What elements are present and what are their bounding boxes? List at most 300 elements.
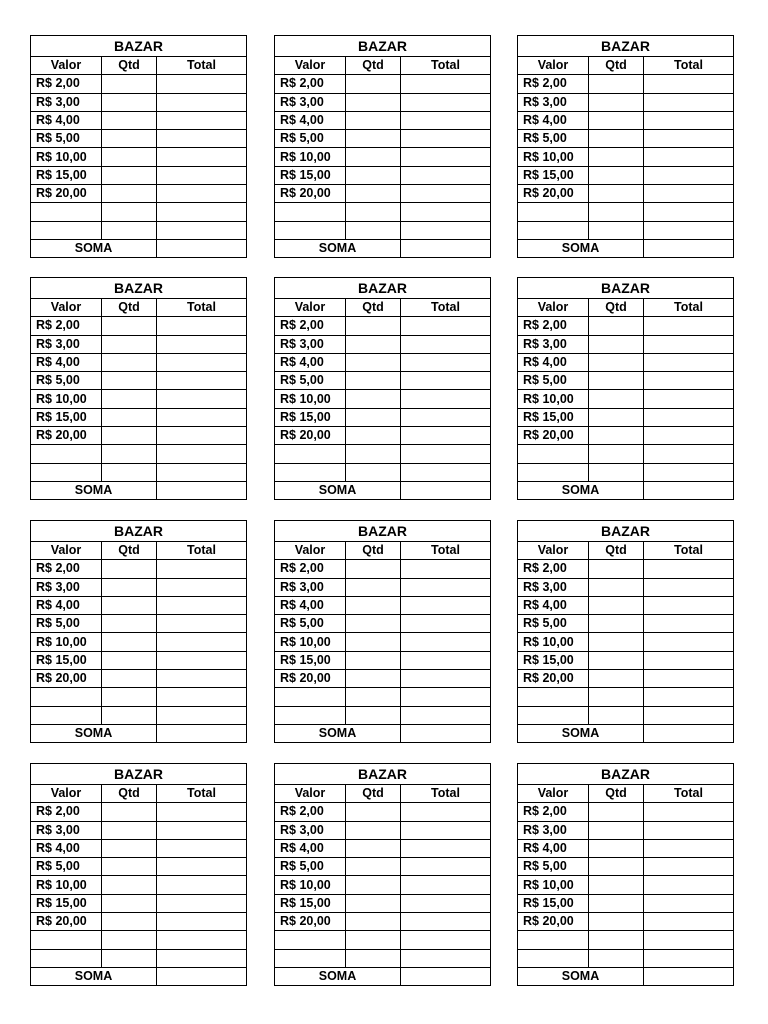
blank-total-cell[interactable] — [401, 949, 491, 967]
value-cell: R$ 3,00 — [275, 335, 346, 353]
sum-total-cell[interactable] — [644, 481, 734, 499]
total-cell[interactable] — [401, 596, 491, 614]
blank-total-cell[interactable] — [157, 706, 247, 724]
qtd-cell[interactable] — [589, 335, 644, 353]
sum-total-cell[interactable] — [401, 239, 491, 257]
blank-value-cell[interactable] — [275, 463, 346, 481]
qtd-cell[interactable] — [102, 317, 157, 335]
qtd-cell[interactable] — [589, 390, 644, 408]
total-cell[interactable] — [644, 148, 734, 166]
qtd-cell[interactable] — [102, 130, 157, 148]
blank-value-cell[interactable] — [31, 949, 102, 967]
blank-value-cell[interactable] — [31, 688, 102, 706]
qtd-cell[interactable] — [346, 390, 401, 408]
blank-value-cell[interactable] — [518, 706, 589, 724]
sum-label: SOMA — [31, 481, 157, 499]
total-cell[interactable] — [401, 821, 491, 839]
qtd-cell[interactable] — [346, 408, 401, 426]
total-cell[interactable] — [401, 130, 491, 148]
total-cell[interactable] — [157, 858, 247, 876]
bazar-card-1 — [30, 35, 247, 258]
value-cell: R$ 15,00 — [518, 166, 589, 184]
qtd-cell[interactable] — [589, 876, 644, 894]
sum-total-cell[interactable] — [644, 967, 734, 985]
total-cell[interactable] — [157, 148, 247, 166]
blank-total-cell[interactable] — [644, 931, 734, 949]
qtd-cell[interactable] — [102, 75, 157, 93]
total-cell[interactable] — [401, 335, 491, 353]
qtd-cell[interactable] — [102, 390, 157, 408]
blank-value-cell[interactable] — [275, 221, 346, 239]
total-cell[interactable] — [401, 408, 491, 426]
blank-qtd-cell[interactable] — [102, 688, 157, 706]
total-cell[interactable] — [157, 615, 247, 633]
column-header-total: Total — [401, 299, 491, 317]
qtd-cell[interactable] — [589, 130, 644, 148]
table-row — [31, 913, 247, 931]
total-cell[interactable] — [644, 596, 734, 614]
total-cell[interactable] — [401, 578, 491, 596]
blank-total-cell[interactable] — [401, 203, 491, 221]
total-cell[interactable] — [401, 803, 491, 821]
qtd-cell[interactable] — [589, 111, 644, 129]
total-cell[interactable] — [157, 75, 247, 93]
column-header-qtd: Qtd — [102, 57, 157, 75]
qtd-cell[interactable] — [102, 913, 157, 931]
total-cell[interactable] — [644, 353, 734, 371]
total-cell[interactable] — [401, 913, 491, 931]
total-cell[interactable] — [644, 75, 734, 93]
qtd-cell[interactable] — [346, 839, 401, 857]
blank-qtd-cell[interactable] — [346, 445, 401, 463]
header-row — [31, 542, 247, 560]
sum-total-cell[interactable] — [157, 239, 247, 257]
total-cell[interactable] — [401, 148, 491, 166]
qtd-cell[interactable] — [589, 913, 644, 931]
qtd-cell[interactable] — [589, 166, 644, 184]
qtd-cell[interactable] — [589, 651, 644, 669]
blank-qtd-cell[interactable] — [102, 463, 157, 481]
blank-total-cell[interactable] — [157, 931, 247, 949]
qtd-cell[interactable] — [346, 578, 401, 596]
value-cell: R$ 3,00 — [275, 821, 346, 839]
blank-qtd-cell[interactable] — [346, 688, 401, 706]
qtd-cell[interactable] — [346, 148, 401, 166]
qtd-cell[interactable] — [346, 111, 401, 129]
total-cell[interactable] — [157, 596, 247, 614]
qtd-cell[interactable] — [346, 876, 401, 894]
qtd-cell[interactable] — [346, 130, 401, 148]
total-cell[interactable] — [401, 166, 491, 184]
blank-qtd-cell[interactable] — [102, 203, 157, 221]
blank-qtd-cell[interactable] — [102, 221, 157, 239]
total-cell[interactable] — [644, 372, 734, 390]
qtd-cell[interactable] — [589, 839, 644, 857]
total-cell[interactable] — [157, 166, 247, 184]
total-cell[interactable] — [644, 615, 734, 633]
total-cell[interactable] — [644, 560, 734, 578]
qtd-cell[interactable] — [102, 821, 157, 839]
total-cell[interactable] — [157, 111, 247, 129]
blank-value-cell[interactable] — [518, 445, 589, 463]
sum-total-cell[interactable] — [644, 724, 734, 742]
blank-value-cell[interactable] — [518, 688, 589, 706]
blank-value-cell[interactable] — [31, 445, 102, 463]
qtd-cell[interactable] — [102, 839, 157, 857]
blank-qtd-cell[interactable] — [589, 949, 644, 967]
total-cell[interactable] — [401, 427, 491, 445]
blank-total-cell[interactable] — [157, 203, 247, 221]
blank-value-cell[interactable] — [275, 203, 346, 221]
qtd-cell[interactable] — [346, 615, 401, 633]
blank-value-cell[interactable] — [31, 931, 102, 949]
value-cell: R$ 4,00 — [275, 353, 346, 371]
sum-total-cell[interactable] — [157, 724, 247, 742]
total-cell[interactable] — [157, 821, 247, 839]
blank-value-cell[interactable] — [275, 688, 346, 706]
table-row — [518, 839, 734, 857]
qtd-cell[interactable] — [102, 427, 157, 445]
qtd-cell[interactable] — [346, 166, 401, 184]
sum-label: SOMA — [518, 239, 644, 257]
qtd-cell[interactable] — [589, 596, 644, 614]
blank-qtd-cell[interactable] — [589, 931, 644, 949]
qtd-cell[interactable] — [346, 185, 401, 203]
qtd-cell[interactable] — [346, 317, 401, 335]
blank-value-cell[interactable] — [518, 221, 589, 239]
qtd-cell[interactable] — [102, 335, 157, 353]
blank-total-cell[interactable] — [644, 949, 734, 967]
qtd-cell[interactable] — [346, 93, 401, 111]
header-row — [31, 785, 247, 803]
total-cell[interactable] — [157, 93, 247, 111]
blank-qtd-cell[interactable] — [102, 706, 157, 724]
table-row — [31, 75, 247, 93]
column-header-qtd: Qtd — [346, 542, 401, 560]
total-cell[interactable] — [644, 335, 734, 353]
qtd-cell[interactable] — [346, 372, 401, 390]
total-cell[interactable] — [401, 858, 491, 876]
table-row — [275, 335, 491, 353]
total-cell[interactable] — [401, 353, 491, 371]
column-header-valor: Valor — [31, 57, 102, 75]
blank-total-cell[interactable] — [644, 203, 734, 221]
card-title: BAZAR — [518, 764, 734, 785]
blank-value-cell[interactable] — [31, 463, 102, 481]
qtd-cell[interactable] — [102, 372, 157, 390]
blank-qtd-cell[interactable] — [102, 949, 157, 967]
qtd-cell[interactable] — [346, 894, 401, 912]
total-cell[interactable] — [401, 111, 491, 129]
blank-total-cell[interactable] — [644, 463, 734, 481]
qtd-cell[interactable] — [102, 578, 157, 596]
total-cell[interactable] — [401, 185, 491, 203]
blank-total-cell[interactable] — [644, 445, 734, 463]
total-cell[interactable] — [401, 317, 491, 335]
table-row — [31, 372, 247, 390]
qtd-cell[interactable] — [589, 633, 644, 651]
qtd-cell[interactable] — [589, 148, 644, 166]
value-cell: R$ 20,00 — [31, 913, 102, 931]
blank-qtd-cell[interactable] — [589, 706, 644, 724]
qtd-cell[interactable] — [346, 913, 401, 931]
qtd-cell[interactable] — [589, 408, 644, 426]
qtd-cell[interactable] — [346, 858, 401, 876]
blank-value-cell[interactable] — [275, 931, 346, 949]
qtd-cell[interactable] — [102, 651, 157, 669]
blank-value-cell[interactable] — [275, 706, 346, 724]
total-cell[interactable] — [157, 372, 247, 390]
sum-total-cell[interactable] — [401, 967, 491, 985]
value-cell: R$ 4,00 — [275, 111, 346, 129]
sum-row — [31, 239, 247, 257]
total-cell[interactable] — [157, 130, 247, 148]
total-cell[interactable] — [157, 894, 247, 912]
blank-total-cell[interactable] — [157, 445, 247, 463]
qtd-cell[interactable] — [589, 858, 644, 876]
qtd-cell[interactable] — [346, 670, 401, 688]
blank-total-cell[interactable] — [401, 463, 491, 481]
qtd-cell[interactable] — [346, 560, 401, 578]
qtd-cell[interactable] — [589, 317, 644, 335]
blank-total-cell[interactable] — [157, 221, 247, 239]
total-cell[interactable] — [401, 894, 491, 912]
blank-total-cell[interactable] — [644, 221, 734, 239]
blank-value-cell[interactable] — [31, 706, 102, 724]
total-cell[interactable] — [401, 93, 491, 111]
sum-row — [31, 481, 247, 499]
total-cell[interactable] — [644, 876, 734, 894]
column-header-valor: Valor — [31, 542, 102, 560]
qtd-cell[interactable] — [346, 803, 401, 821]
blank-total-cell[interactable] — [401, 221, 491, 239]
blank-total-cell[interactable] — [157, 463, 247, 481]
total-cell[interactable] — [157, 803, 247, 821]
column-header-total: Total — [401, 542, 491, 560]
qtd-cell[interactable] — [346, 596, 401, 614]
qtd-cell[interactable] — [589, 427, 644, 445]
blank-value-cell[interactable] — [518, 203, 589, 221]
total-cell[interactable] — [644, 821, 734, 839]
total-cell[interactable] — [157, 335, 247, 353]
blank-value-cell[interactable] — [518, 931, 589, 949]
total-cell[interactable] — [644, 185, 734, 203]
total-cell[interactable] — [644, 93, 734, 111]
qtd-cell[interactable] — [346, 75, 401, 93]
blank-qtd-cell[interactable] — [589, 221, 644, 239]
blank-value-cell[interactable] — [31, 203, 102, 221]
value-cell: R$ 3,00 — [518, 578, 589, 596]
blank-value-cell[interactable] — [518, 463, 589, 481]
total-cell[interactable] — [644, 670, 734, 688]
blank-row — [518, 706, 734, 724]
table-row — [518, 633, 734, 651]
qtd-cell[interactable] — [102, 615, 157, 633]
blank-value-cell[interactable] — [518, 949, 589, 967]
blank-total-cell[interactable] — [401, 445, 491, 463]
total-cell[interactable] — [644, 317, 734, 335]
qtd-cell[interactable] — [102, 408, 157, 426]
total-cell[interactable] — [644, 803, 734, 821]
blank-total-cell[interactable] — [401, 706, 491, 724]
header-row — [31, 57, 247, 75]
sum-row — [275, 967, 491, 985]
card-title: BAZAR — [31, 278, 247, 299]
qtd-cell[interactable] — [102, 670, 157, 688]
blank-value-cell[interactable] — [31, 221, 102, 239]
blank-qtd-cell[interactable] — [102, 445, 157, 463]
total-cell[interactable] — [157, 633, 247, 651]
header-row — [518, 785, 734, 803]
table-row — [275, 185, 491, 203]
qtd-cell[interactable] — [589, 93, 644, 111]
total-cell[interactable] — [401, 560, 491, 578]
sum-row — [518, 967, 734, 985]
blank-total-cell[interactable] — [401, 688, 491, 706]
qtd-cell[interactable] — [589, 578, 644, 596]
qtd-cell[interactable] — [102, 876, 157, 894]
qtd-cell[interactable] — [102, 166, 157, 184]
total-cell[interactable] — [157, 560, 247, 578]
qtd-cell[interactable] — [589, 75, 644, 93]
total-cell[interactable] — [644, 633, 734, 651]
header-row — [275, 785, 491, 803]
qtd-cell[interactable] — [346, 651, 401, 669]
qtd-cell[interactable] — [589, 670, 644, 688]
qtd-cell[interactable] — [346, 353, 401, 371]
blank-qtd-cell[interactable] — [346, 203, 401, 221]
total-cell[interactable] — [157, 578, 247, 596]
blank-total-cell[interactable] — [157, 949, 247, 967]
blank-qtd-cell[interactable] — [589, 445, 644, 463]
sum-total-cell[interactable] — [644, 239, 734, 257]
qtd-cell[interactable] — [102, 185, 157, 203]
qtd-cell[interactable] — [589, 894, 644, 912]
total-cell[interactable] — [401, 390, 491, 408]
value-cell: R$ 5,00 — [518, 615, 589, 633]
qtd-cell[interactable] — [589, 560, 644, 578]
table-row — [518, 353, 734, 371]
total-cell[interactable] — [644, 858, 734, 876]
total-cell[interactable] — [401, 372, 491, 390]
total-cell[interactable] — [157, 390, 247, 408]
qtd-cell[interactable] — [346, 821, 401, 839]
blank-qtd-cell[interactable] — [346, 706, 401, 724]
total-cell[interactable] — [644, 913, 734, 931]
total-cell[interactable] — [401, 839, 491, 857]
blank-total-cell[interactable] — [644, 706, 734, 724]
qtd-cell[interactable] — [102, 353, 157, 371]
blank-qtd-cell[interactable] — [589, 203, 644, 221]
total-cell[interactable] — [644, 408, 734, 426]
total-cell[interactable] — [644, 390, 734, 408]
blank-qtd-cell[interactable] — [346, 949, 401, 967]
blank-total-cell[interactable] — [644, 688, 734, 706]
qtd-cell[interactable] — [102, 803, 157, 821]
qtd-cell[interactable] — [102, 858, 157, 876]
total-cell[interactable] — [401, 633, 491, 651]
total-cell[interactable] — [644, 651, 734, 669]
total-cell[interactable] — [401, 75, 491, 93]
blank-value-cell[interactable] — [275, 445, 346, 463]
qtd-cell[interactable] — [589, 821, 644, 839]
qtd-cell[interactable] — [102, 93, 157, 111]
total-cell[interactable] — [644, 839, 734, 857]
table-row — [31, 803, 247, 821]
total-cell[interactable] — [157, 353, 247, 371]
value-cell: R$ 4,00 — [518, 596, 589, 614]
value-cell: R$ 20,00 — [518, 913, 589, 931]
total-cell[interactable] — [644, 894, 734, 912]
total-cell[interactable] — [157, 427, 247, 445]
blank-qtd-cell[interactable] — [589, 463, 644, 481]
blank-qtd-cell[interactable] — [589, 688, 644, 706]
total-cell[interactable] — [401, 876, 491, 894]
qtd-cell[interactable] — [346, 427, 401, 445]
table-row — [518, 166, 734, 184]
column-header-total: Total — [157, 785, 247, 803]
blank-total-cell[interactable] — [157, 688, 247, 706]
qtd-cell[interactable] — [589, 615, 644, 633]
blank-total-cell[interactable] — [401, 931, 491, 949]
qtd-cell[interactable] — [102, 633, 157, 651]
total-cell[interactable] — [157, 839, 247, 857]
total-cell[interactable] — [157, 317, 247, 335]
total-cell[interactable] — [157, 651, 247, 669]
table-row — [31, 427, 247, 445]
total-cell[interactable] — [401, 651, 491, 669]
sum-total-cell[interactable] — [401, 481, 491, 499]
qtd-cell[interactable] — [589, 372, 644, 390]
total-cell[interactable] — [157, 670, 247, 688]
blank-qtd-cell[interactable] — [346, 463, 401, 481]
qtd-cell[interactable] — [102, 148, 157, 166]
total-cell[interactable] — [644, 427, 734, 445]
total-cell[interactable] — [157, 876, 247, 894]
sum-total-cell[interactable] — [157, 481, 247, 499]
qtd-cell[interactable] — [102, 894, 157, 912]
qtd-cell[interactable] — [346, 335, 401, 353]
total-cell[interactable] — [644, 578, 734, 596]
qtd-cell[interactable] — [589, 803, 644, 821]
blank-qtd-cell[interactable] — [346, 931, 401, 949]
card-title: BAZAR — [518, 278, 734, 299]
total-cell[interactable] — [401, 615, 491, 633]
sum-total-cell[interactable] — [401, 724, 491, 742]
qtd-cell[interactable] — [589, 185, 644, 203]
qtd-cell[interactable] — [346, 633, 401, 651]
value-cell: R$ 15,00 — [275, 651, 346, 669]
blank-qtd-cell[interactable] — [102, 931, 157, 949]
blank-value-cell[interactable] — [275, 949, 346, 967]
qtd-cell[interactable] — [102, 111, 157, 129]
total-cell[interactable] — [157, 913, 247, 931]
total-cell[interactable] — [644, 111, 734, 129]
blank-qtd-cell[interactable] — [346, 221, 401, 239]
total-cell[interactable] — [644, 166, 734, 184]
qtd-cell[interactable] — [102, 560, 157, 578]
total-cell[interactable] — [644, 130, 734, 148]
total-cell[interactable] — [401, 670, 491, 688]
total-cell[interactable] — [157, 408, 247, 426]
qtd-cell[interactable] — [589, 353, 644, 371]
sum-total-cell[interactable] — [157, 967, 247, 985]
sum-label: SOMA — [275, 481, 401, 499]
total-cell[interactable] — [157, 185, 247, 203]
value-cell: R$ 10,00 — [275, 390, 346, 408]
qtd-cell[interactable] — [102, 596, 157, 614]
card-title: BAZAR — [275, 521, 491, 542]
